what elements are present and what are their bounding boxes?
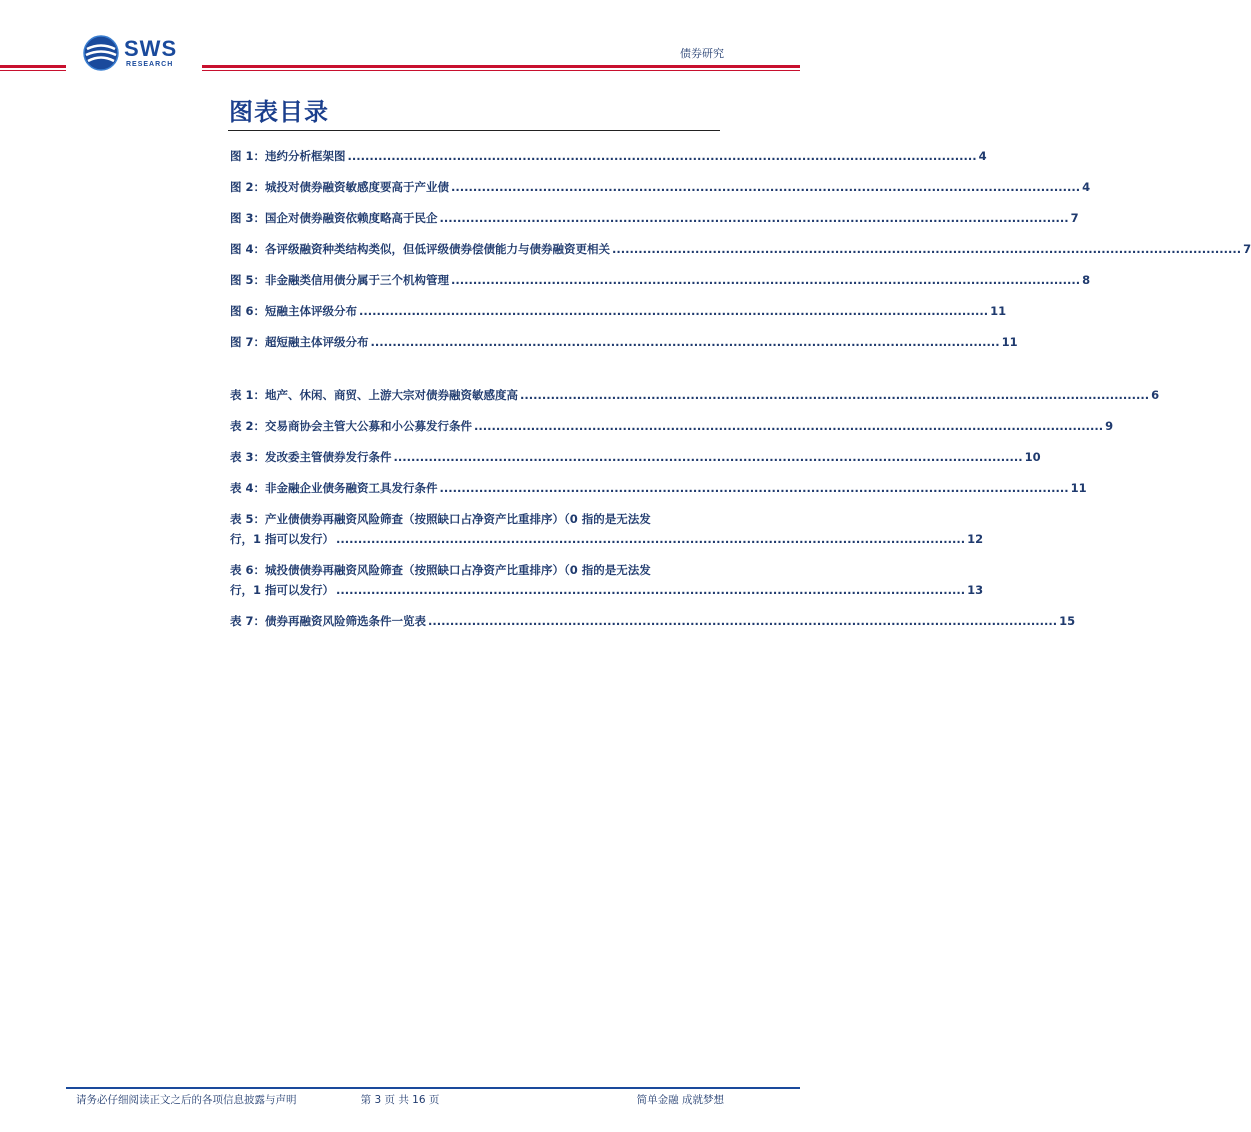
page-number: 9 — [1105, 419, 1114, 433]
toc-entry-table-1[interactable]: 表 1：地产、休闲、商贸、上游大宗对债券融资敏感度高 ................................................................................................................................................ 6 — [230, 385, 722, 405]
toc-entry-figure-3[interactable]: 图 3：国企对债券融资依赖度略高于民企 ................................................................................................................................................ 7 — [230, 208, 722, 228]
toc-entry-figure-4[interactable]: 图 4：各评级融资种类结构类似，但低评级债券偿债能力与债券融资更相关 ................................................................................................................................................ 7 — [230, 239, 722, 259]
footer-disclaimer: 请务必仔细阅读正文之后的各项信息披露与声明 — [76, 1094, 297, 1106]
page-number: 12 — [967, 532, 984, 546]
page-number: 11 — [1001, 335, 1018, 349]
title-divider — [228, 130, 720, 131]
page-number: 7 — [1243, 242, 1251, 256]
section-label: 债券研究 — [680, 47, 724, 60]
page-number: 8 — [1082, 273, 1091, 287]
footer-slogan: 简单金融 成就梦想 — [636, 1094, 724, 1106]
toc-entry-table-3[interactable]: 表 3：发改委主管债券发行条件 ................................................................................................................................................ 10 — [230, 447, 722, 467]
page-title: 图表目录 — [229, 98, 329, 126]
logo-subtext: RESEARCH — [126, 61, 174, 68]
header-rule-left — [0, 65, 66, 72]
toc-entry-figure-7[interactable]: 图 7：超短融主体评级分布 ................................................................................................................................................ 11 — [230, 332, 722, 352]
sws-logo — [82, 34, 192, 74]
page-number: 15 — [1059, 614, 1076, 628]
page-number: 7 — [1070, 211, 1079, 225]
page-number: 4 — [1082, 180, 1091, 194]
toc-entry-table-2[interactable]: 表 2：交易商协会主管大公募和小公募发行条件 ................................................................................................................................................ 9 — [230, 416, 722, 436]
logo-text: SWS — [124, 36, 178, 61]
table-of-figures — [230, 140, 1251, 642]
toc-entry-figure-2[interactable]: 图 2：城投对债券融资敏感度要高于产业债 ................................................................................................................................................ 4 — [230, 177, 722, 197]
toc-entry-table-5[interactable]: 表 5：产业债债券再融资风险筛查（按照缺口占净资产比重排序）（0 指的是无法发 行，1 指可以发行） ................................................................................................................................................ 12 — [230, 509, 722, 549]
toc-entry-table-4[interactable]: 表 4：非金融企业债务融资工具发行条件 ................................................................................................................................................ 11 — [230, 478, 722, 498]
toc-entry-table-7[interactable]: 表 7：债券再融资风险筛选条件一览表 ................................................................................................................................................ 15 — [230, 611, 722, 631]
page-number: 11 — [990, 304, 1007, 318]
footer-rule — [66, 1087, 800, 1089]
page-number: 6 — [1151, 388, 1160, 402]
sws-globe-icon — [82, 34, 120, 72]
header-rule-right — [202, 65, 800, 72]
toc-entry-figure-6[interactable]: 图 6：短融主体评级分布 ................................................................................................................................................ 11 — [230, 301, 722, 321]
toc-entry-table-6[interactable]: 表 6：城投债债券再融资风险筛查（按照缺口占净资产比重排序）（0 指的是无法发 行，1 指可以发行） ................................................................................................................................................ 13 — [230, 560, 722, 600]
page-number: 10 — [1024, 450, 1041, 464]
page-number: 13 — [967, 583, 984, 597]
toc-entry-figure-1[interactable]: 图 1：违约分析框架图 ................................................................................................................................................ 4 — [230, 146, 722, 166]
footer-page-number: 第 3 页 共 16 页 — [360, 1094, 440, 1106]
page-number: 11 — [1070, 481, 1087, 495]
page-number: 4 — [978, 149, 987, 163]
toc-entry-figure-5[interactable]: 图 5：非金融类信用债分属于三个机构管理 ................................................................................................................................................ 8 — [230, 270, 722, 290]
